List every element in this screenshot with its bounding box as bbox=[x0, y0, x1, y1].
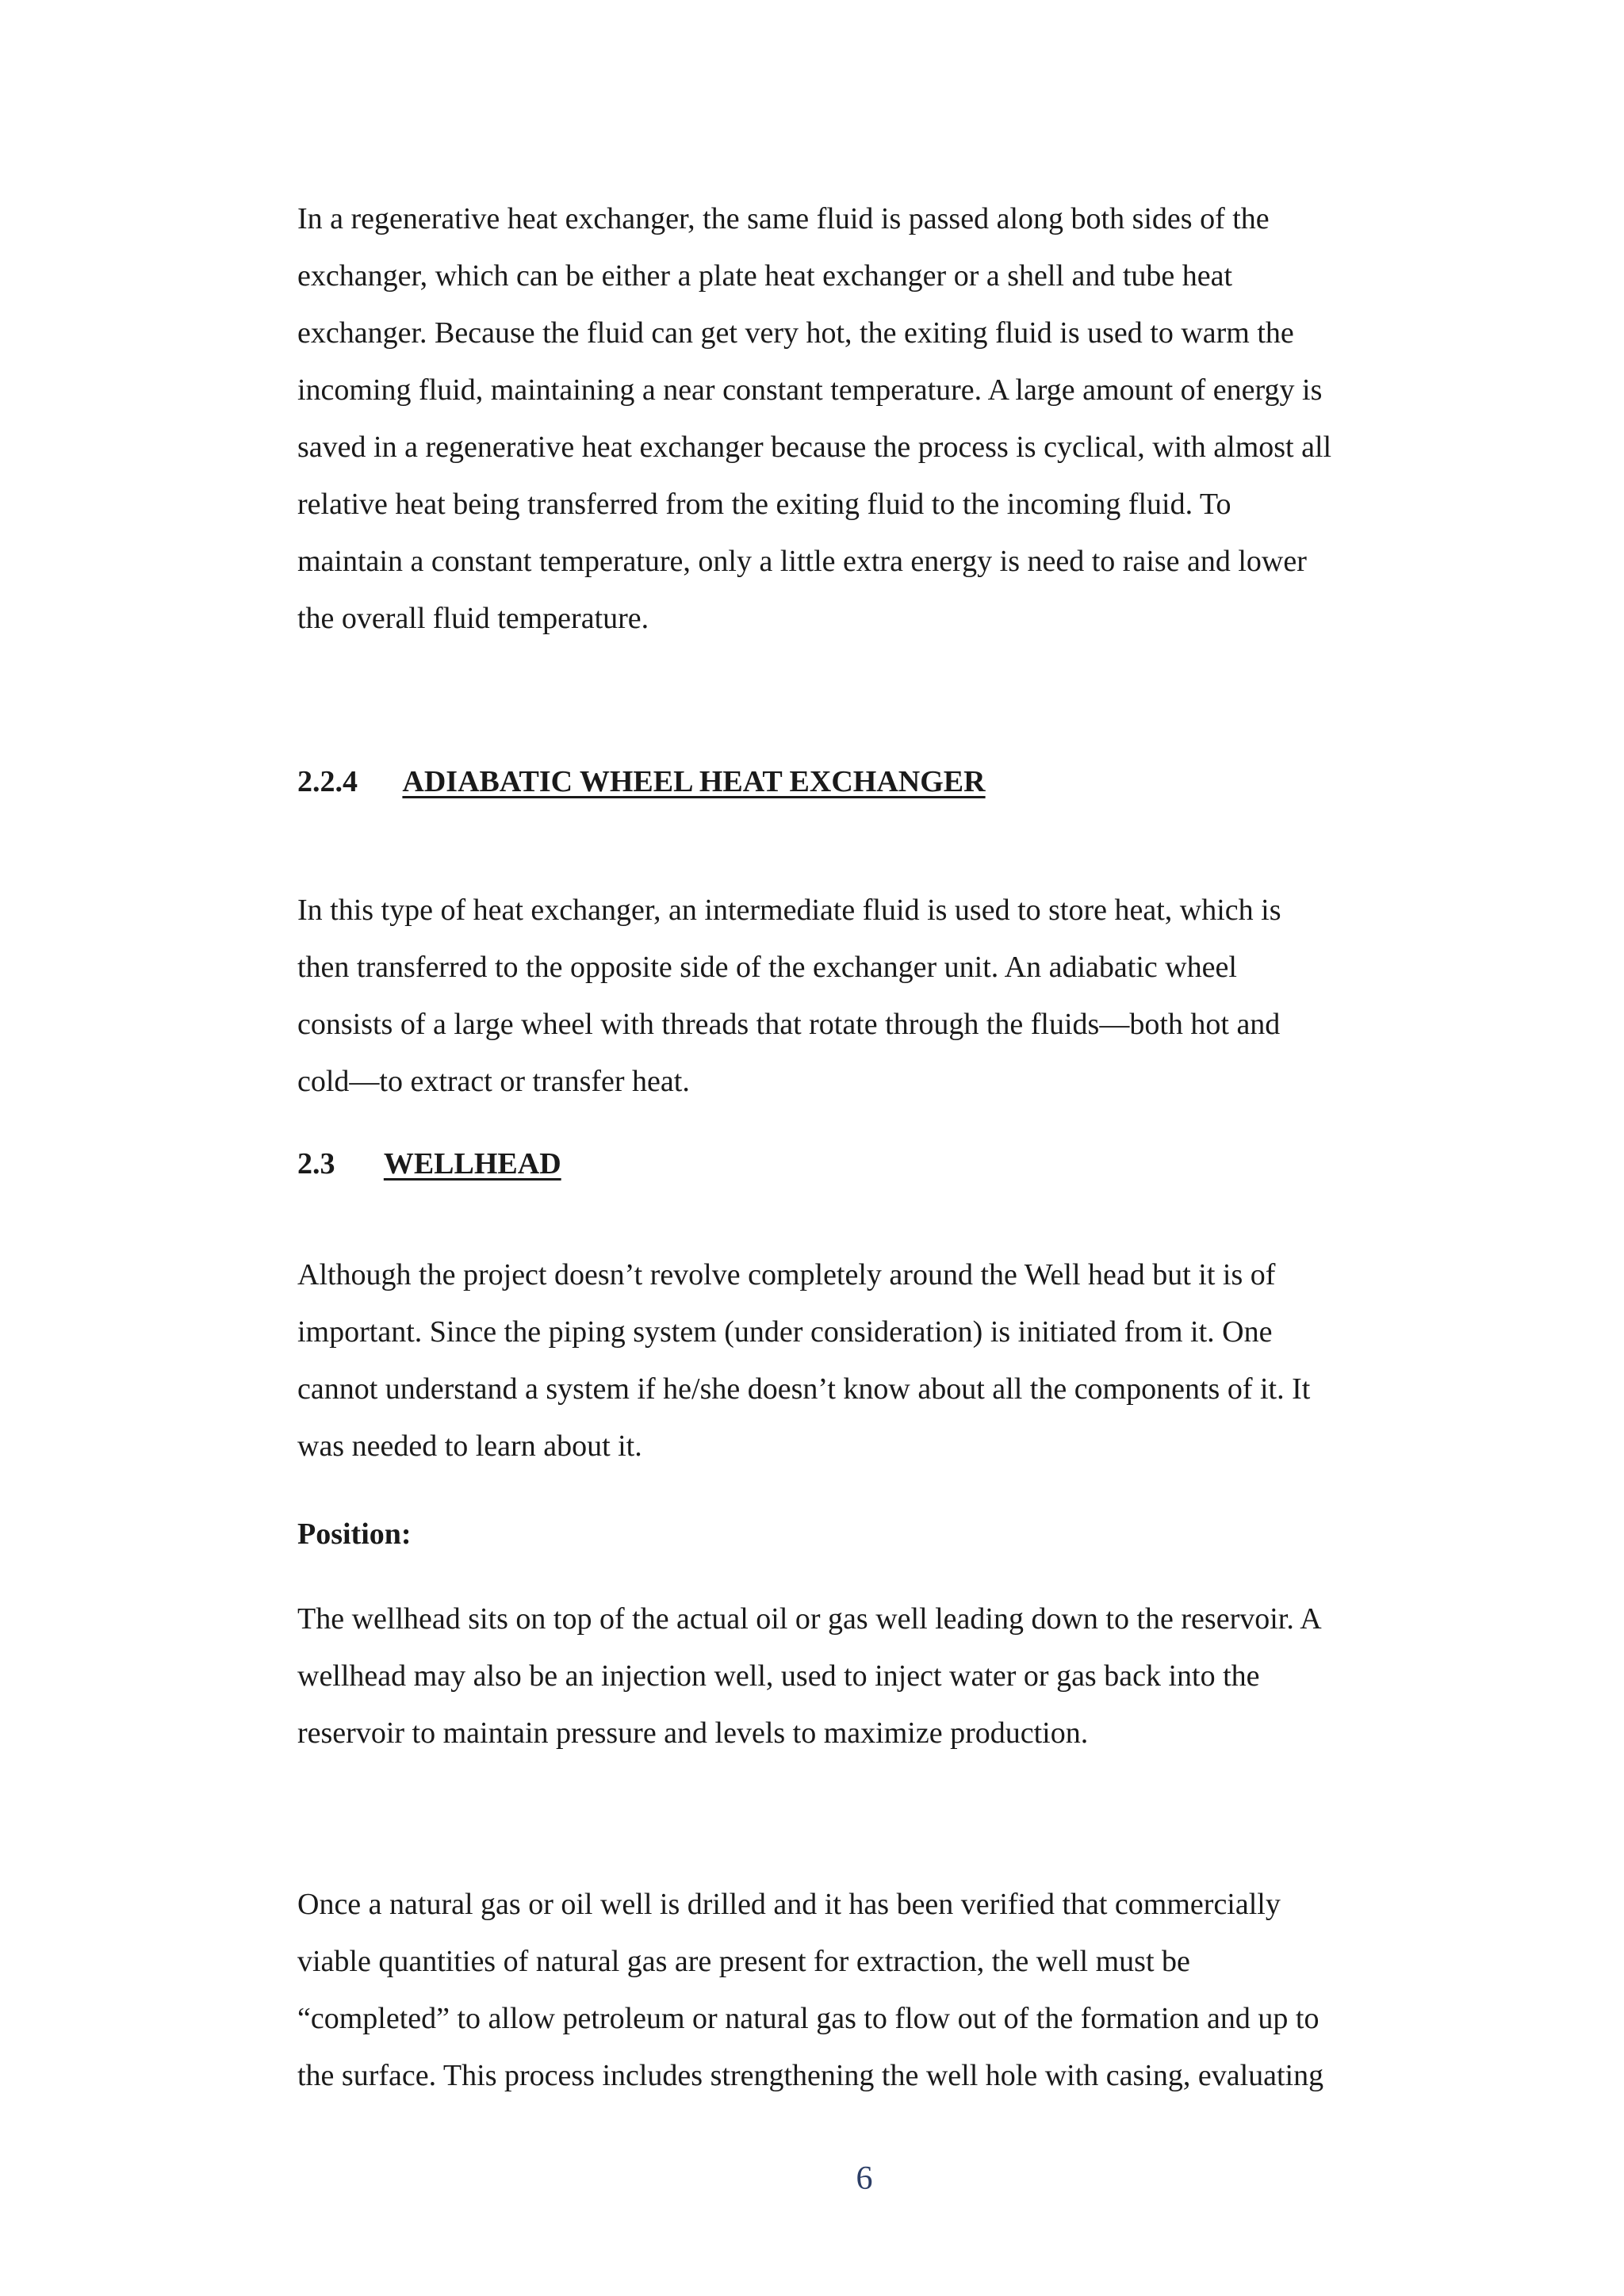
text-line: In this type of heat exchanger, an intermediate fluid is used to store heat, which is bbox=[297, 894, 1281, 927]
section-title: WELLHEAD bbox=[383, 1147, 561, 1181]
subheading-position: Position: bbox=[297, 1517, 412, 1551]
section-title: ADIABATIC WHEEL HEAT EXCHANGER bbox=[402, 765, 986, 798]
text-line: the surface. This process includes strengthening the well hole with casing, evaluating bbox=[297, 2059, 1324, 2092]
paragraph-position bbox=[297, 1590, 1431, 1762]
text-line: then transferred to the opposite side of the exchanger unit. An adiabatic wheel bbox=[297, 951, 1237, 984]
text-line: cannot understand a system if he/she doesn’t know about all the components of it. It bbox=[297, 1372, 1311, 1406]
text-line: wellhead may also be an injection well, used to inject water or gas back into the bbox=[297, 1659, 1260, 1693]
text-line: saved in a regenerative heat exchanger because the process is cyclical, with almost all bbox=[297, 430, 1332, 464]
section-number: 2.2.4 bbox=[297, 765, 358, 798]
section-heading-adiabatic bbox=[297, 753, 986, 810]
text-line: consists of a large wheel with threads that rotate through the fluids—both hot and bbox=[297, 1008, 1281, 1041]
text-line: The wellhead sits on top of the actual oil or gas well leading down to the reservoir. A bbox=[297, 1602, 1322, 1636]
text-line: important. Since the piping system (under consideration) is initiated from it. One bbox=[297, 1315, 1273, 1349]
page-number: 6 bbox=[856, 2160, 873, 2197]
text-line: Once a natural gas or oil well is drilled and it has been verified that commercially bbox=[297, 1888, 1281, 1921]
paragraph-adiabatic bbox=[297, 882, 1431, 1110]
text-line: relative heat being transferred from the exiting fluid to the incoming fluid. To bbox=[297, 488, 1231, 521]
section-number: 2.3 bbox=[297, 1147, 335, 1181]
text-line: “completed” to allow petroleum or natural gas to flow out of the formation and up to bbox=[297, 2002, 1320, 2035]
paragraph-regenerative bbox=[297, 190, 1431, 647]
section-heading-wellhead bbox=[297, 1135, 561, 1192]
text-line: In a regenerative heat exchanger, the same fluid is passed along both sides of the bbox=[297, 202, 1270, 235]
text-line: maintain a constant temperature, only a little extra energy is need to raise and lower bbox=[297, 545, 1307, 578]
text-line: exchanger. Because the fluid can get very hot, the exiting fluid is used to warm the bbox=[297, 316, 1294, 350]
text-line: the overall fluid temperature. bbox=[297, 602, 649, 635]
text-line: reservoir to maintain pressure and levels to maximize production. bbox=[297, 1716, 1089, 1750]
text-line: cold—to extract or transfer heat. bbox=[297, 1065, 690, 1098]
text-line: incoming fluid, maintaining a near constant temperature. A large amount of energy is bbox=[297, 373, 1323, 407]
text-line: exchanger, which can be either a plate heat exchanger or a shell and tube heat bbox=[297, 259, 1233, 293]
paragraph-wellhead-intro bbox=[297, 1246, 1431, 1475]
text-line: viable quantities of natural gas are present for extraction, the well must be bbox=[297, 1945, 1190, 1978]
text-line: Although the project doesn’t revolve completely around the Well head but it is of bbox=[297, 1258, 1276, 1292]
text-line: was needed to learn about it. bbox=[297, 1429, 642, 1463]
paragraph-completion bbox=[297, 1876, 1431, 2104]
